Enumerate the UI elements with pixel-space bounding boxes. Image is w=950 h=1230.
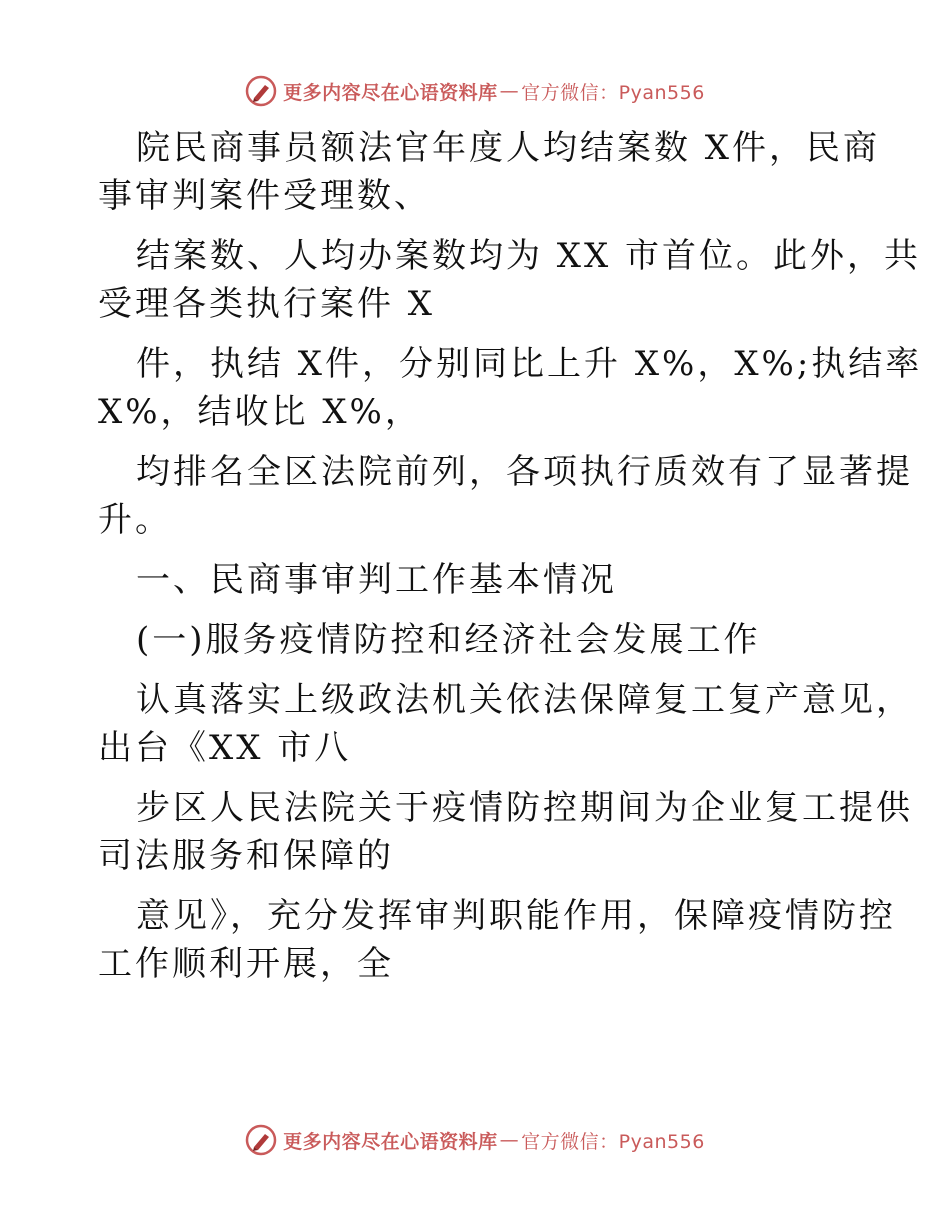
paragraph-line: 步区人民法院关于疫情防控期间为企业复工提供 [136,788,913,828]
footer-watermark [0,1120,950,1160]
paragraph-line: 认真落实上级政法机关依法保障复工复产意见， [136,680,913,720]
subsection-heading: (一)服务疫情防控和经济社会发展工作 [136,620,761,660]
watermark-separator: — [499,80,520,102]
paragraph-line: 工作顺利开展，全 [98,944,394,984]
paragraph-line: 件，执结 X件，分别同比上升 X%，X%;执结率 [136,344,923,384]
pen-logo-icon [245,1124,277,1156]
paragraph-line: 均排名全区法院前列，各项执行质效有了显著提 [136,452,913,492]
header-watermark [0,71,950,111]
watermark-text: 更多内容尽在心语资料库 [283,81,498,104]
paragraph-line: 升。 [98,500,172,540]
paragraph-line: 司法服务和保障的 [98,836,394,876]
paragraph-line: 院民商事员额法官年度人均结案数 X件，民商 [136,128,881,168]
paragraph-line: 事审判案件受理数、 [98,176,431,216]
watermark-wechat: 官方微信：Pyan556 [521,1130,705,1153]
watermark-separator: — [499,1129,520,1151]
paragraph-line: 意见》，充分发挥审判职能作用，保障疫情防控 [136,896,896,936]
paragraph-line: 出台《XX 市八 [98,728,352,768]
paragraph-line: 受理各类执行案件 X [98,284,436,324]
document-body [98,124,923,988]
pen-logo-icon [245,75,277,107]
section-heading: 一、民商事审判工作基本情况 [136,560,617,600]
paragraph-line: X%，结收比 X%， [98,392,422,432]
watermark-text: 更多内容尽在心语资料库 [283,1130,498,1153]
watermark-wechat: 官方微信：Pyan556 [521,81,705,104]
paragraph-line: 结案数、人均办案数均为 XX 市首位。此外，共 [136,236,922,276]
